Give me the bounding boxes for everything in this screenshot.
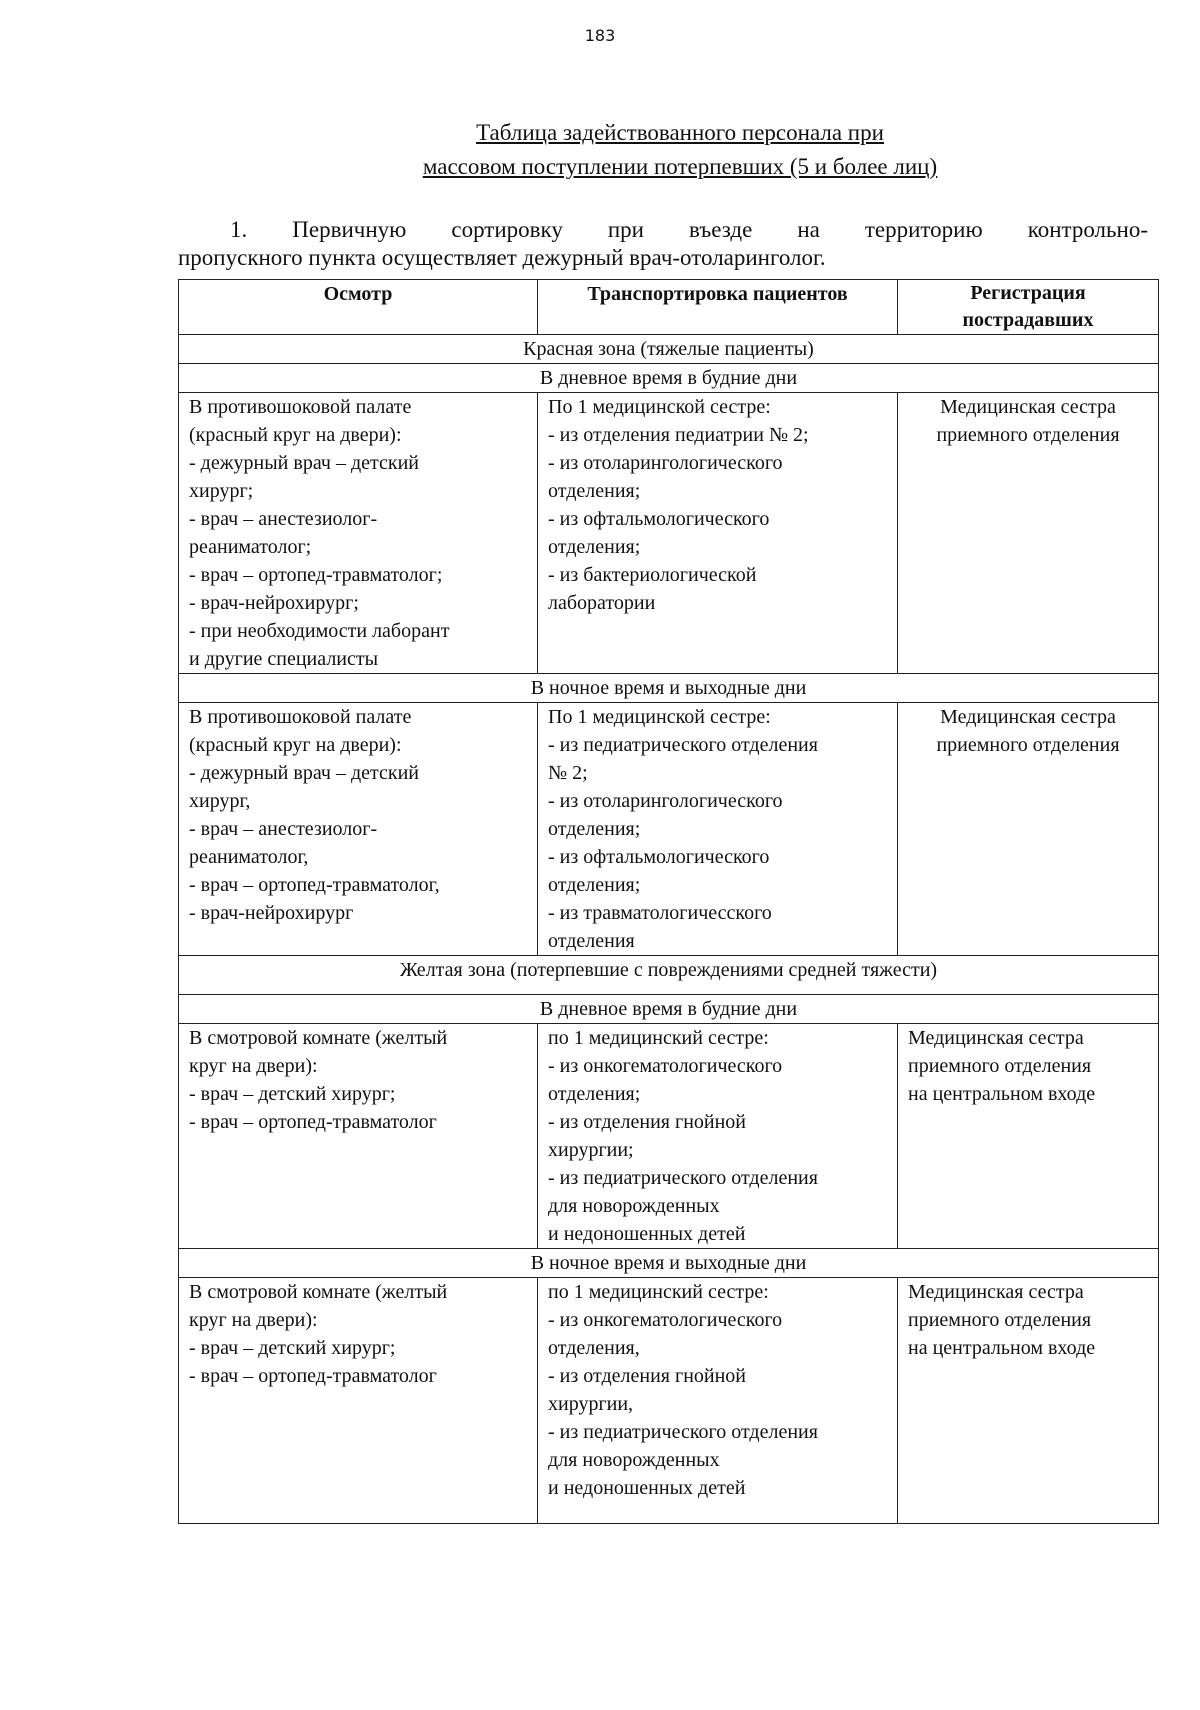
cell-line: - из онкогематологического xyxy=(548,1055,783,1077)
cell-line: - дежурный врач – детский xyxy=(189,452,419,474)
cell-line: для новорожденных xyxy=(548,1195,720,1217)
cell-line: - дежурный врач – детский xyxy=(189,762,419,784)
cell-line: По 1 медицинской сестре: xyxy=(548,396,771,418)
cell-line: для новорожденных xyxy=(548,1449,720,1471)
cell-line: отделения; xyxy=(548,1083,641,1105)
table-row xyxy=(179,393,1159,674)
cell-line: В противошоковой палате xyxy=(189,396,412,418)
cell-line: хирургии; xyxy=(548,1139,634,1161)
cell-line: - врач – ортопед-травматолог; xyxy=(189,564,443,586)
cell-line: отделения; xyxy=(548,480,641,502)
yellow-night-row xyxy=(179,1249,1159,1278)
cell-line: хирург, xyxy=(189,790,251,812)
cell-line: - из отоларингологического xyxy=(548,452,783,474)
cell-line: В смотровой комнате (желтый xyxy=(189,1027,448,1049)
cell-line: (красный круг на двери): xyxy=(189,734,402,756)
cell-line: - из травматологичесского xyxy=(548,902,772,924)
cell-line: - врач – ортопед-травматолог, xyxy=(189,874,440,896)
cell-line: - врач – ортопед-травматолог xyxy=(189,1365,437,1387)
cell-line: - из офтальмологического xyxy=(548,846,770,868)
cell-line: - из педиатрического отделения xyxy=(548,1421,818,1443)
yellow-day-label: В дневное время в будние дни xyxy=(179,995,1159,1024)
cell-line: и другие специалисты xyxy=(189,648,379,670)
header-exam: Осмотр xyxy=(179,280,538,335)
red-night-row xyxy=(179,674,1159,703)
table-header-row xyxy=(179,280,1159,335)
cell-line: - врач – ортопед-травматолог xyxy=(189,1111,437,1133)
cell-line: - из отделения педиатрии № 2; xyxy=(548,424,809,446)
yellow-night-label: В ночное время и выходные дни xyxy=(179,1249,1159,1278)
cell-line: - врач – анестезиолог- xyxy=(189,508,378,530)
cell-line: - врач-нейрохирург; xyxy=(189,592,359,614)
staff-table xyxy=(178,279,1159,1524)
cell-line: отделения, xyxy=(548,1337,640,1359)
cell-line: круг на двери): xyxy=(189,1055,318,1077)
cell-line: Медицинская сестра xyxy=(908,1027,1084,1049)
cell-line: и недоношенных детей xyxy=(548,1477,746,1499)
red-day-row xyxy=(179,364,1159,393)
cell-line: В смотровой комнате (желтый xyxy=(189,1281,448,1303)
cell-line: приемного отделения xyxy=(908,1055,1092,1077)
cell-line: - при необходимости лаборант xyxy=(189,620,450,642)
cell-line: (красный круг на двери): xyxy=(189,424,402,446)
cell-line: по 1 медицинский сестре: xyxy=(548,1281,769,1303)
cell-line: лаборатории xyxy=(548,592,656,614)
cell-line: отделения xyxy=(548,930,635,952)
cell-line: приемного отделения xyxy=(908,1309,1092,1331)
cell-line: - из офтальмологического xyxy=(548,508,770,530)
red-day-registration xyxy=(898,393,1159,674)
table-row xyxy=(179,1024,1159,1249)
cell-line: приемного отделения xyxy=(936,734,1120,756)
cell-line: - из онкогематологического xyxy=(548,1309,783,1331)
table-row xyxy=(179,1278,1159,1524)
cell-line: Медицинская сестра xyxy=(940,396,1116,418)
cell-line: - из отделения гнойной xyxy=(548,1111,747,1133)
cell-line: приемного отделения xyxy=(936,424,1120,446)
cell-line: - врач – детский хирург; xyxy=(189,1083,396,1105)
cell-line: № 2; xyxy=(548,762,588,784)
cell-line: Медицинская сестра xyxy=(940,706,1116,728)
red-day-transport xyxy=(538,393,898,674)
yellow-day-exam xyxy=(179,1024,538,1249)
cell-line: - из педиатрического отделения xyxy=(548,1167,818,1189)
red-night-transport xyxy=(538,703,898,956)
cell-line: отделения; xyxy=(548,536,641,558)
cell-line: - врач – детский хирург; xyxy=(189,1337,396,1359)
cell-line: на центральном входе xyxy=(908,1337,1096,1359)
yellow-day-transport xyxy=(538,1024,898,1249)
cell-line: реаниматолог; xyxy=(189,536,312,558)
red-day-exam xyxy=(179,393,538,674)
cell-line: - из бактериологической xyxy=(548,564,757,586)
yellow-day-registration xyxy=(898,1024,1159,1249)
cell-line: хирург; xyxy=(189,480,254,502)
table-row xyxy=(179,703,1159,956)
intro-paragraph xyxy=(178,216,1148,272)
red-day-label: В дневное время в будние дни xyxy=(179,364,1159,393)
cell-line: хирургии, xyxy=(548,1393,634,1415)
red-zone-row xyxy=(179,335,1159,364)
cell-line: круг на двери): xyxy=(189,1309,318,1331)
header-registration: Регистрация пострадавших xyxy=(898,280,1159,335)
red-night-exam xyxy=(179,703,538,956)
cell-line: отделения; xyxy=(548,874,641,896)
cell-line: - из отделения гнойной xyxy=(548,1365,747,1387)
yellow-night-registration xyxy=(898,1278,1159,1524)
red-zone-label: Красная зона (тяжелые пациенты) xyxy=(179,335,1159,364)
cell-line: - из педиатрического отделения xyxy=(548,734,818,756)
cell-line: и недоношенных детей xyxy=(548,1223,746,1245)
page-number: 183 xyxy=(584,26,616,45)
yellow-day-row xyxy=(179,995,1159,1024)
document-title xyxy=(340,116,1020,184)
cell-line: отделения; xyxy=(548,818,641,840)
yellow-zone-row xyxy=(179,956,1159,995)
cell-line: - врач – анестезиолог- xyxy=(189,818,378,840)
header-transport: Транспортировка пациентов xyxy=(538,280,898,335)
cell-line: на центральном входе xyxy=(908,1083,1096,1105)
red-night-registration xyxy=(898,703,1159,956)
intro-line-2: пропускного пункта осуществляет дежурный врач-отоларинголог. xyxy=(178,245,826,270)
cell-line: Медицинская сестра xyxy=(908,1281,1084,1303)
yellow-zone-label: Желтая зона (потерпевшие с повреждениями средней тяжести) xyxy=(179,956,1159,995)
red-night-label: В ночное время и выходные дни xyxy=(179,674,1159,703)
cell-line: по 1 медицинский сестре: xyxy=(548,1027,769,1049)
yellow-night-exam xyxy=(179,1278,538,1524)
cell-line: реаниматолог, xyxy=(189,846,309,868)
yellow-night-transport xyxy=(538,1278,898,1524)
cell-line: В противошоковой палате xyxy=(189,706,412,728)
intro-line-1: 1. Первичную сортировку при въезде на территорию контрольно- xyxy=(230,217,1148,242)
cell-line: - врач-нейрохирург xyxy=(189,902,354,924)
cell-line: По 1 медицинской сестре: xyxy=(548,706,771,728)
title-line-2: массовом поступлении потерпевших (5 и более лиц) xyxy=(422,154,938,179)
cell-line: - из отоларингологического xyxy=(548,790,783,812)
title-line-1: Таблица задействованного персонала при xyxy=(476,120,884,145)
